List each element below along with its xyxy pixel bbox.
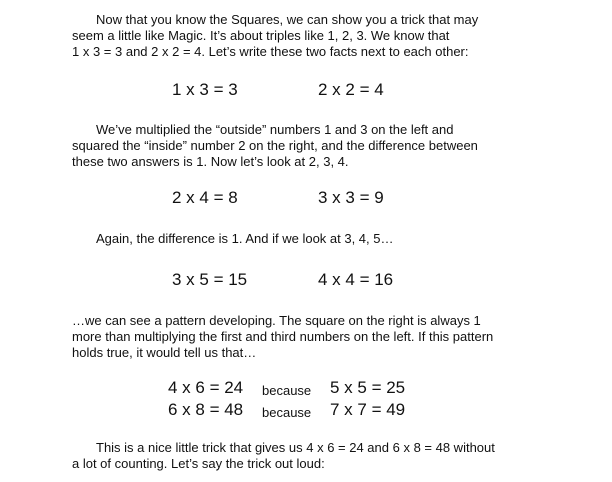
equation-left: 2 x 4 = 8: [172, 188, 238, 207]
explanation-paragraph: [72, 122, 542, 170]
text-line: Now that you know the Squares, we can show you a trick that may: [96, 12, 479, 27]
text-line: a lot of counting. Let’s say the trick out loud:: [72, 456, 325, 471]
equation-right: 5 x 5 = 25: [330, 378, 406, 397]
equation-left: 6 x 8 = 48: [168, 400, 244, 419]
text-line: holds true, it would tell us that…: [72, 345, 257, 360]
because-label: because: [262, 383, 312, 398]
text-line: This is a nice little trick that gives us 4 x 6 = 24 and 6 x 8 = 48 without: [96, 440, 495, 455]
equation-left: 3 x 5 = 15: [172, 270, 248, 289]
intro-paragraph: [72, 12, 542, 60]
text-line: …we can see a pattern developing. The square on the right is always 1: [72, 313, 481, 328]
equation-left: 1 x 3 = 3: [172, 80, 238, 99]
equation-right: 3 x 3 = 9: [318, 188, 384, 207]
text-line: Again, the difference is 1. And if we look at 3, 4, 5…: [96, 231, 394, 246]
text-line: squared the “inside” number 2 on the right, and the difference between: [72, 138, 478, 153]
equation-right: 2 x 2 = 4: [318, 80, 384, 99]
text-line: these two answers is 1. Now let’s look at 2, 3, 4.: [72, 154, 349, 169]
text-line: seem a little like Magic. It’s about triples like 1, 2, 3. We know that: [72, 28, 450, 43]
because-label: because: [262, 405, 312, 420]
text-line: more than multiplying the first and third numbers on the left. If this pattern: [72, 329, 494, 344]
transition-paragraph: [72, 231, 542, 247]
equation-left: 4 x 6 = 24: [168, 378, 244, 397]
equation-right: 7 x 7 = 49: [330, 400, 406, 419]
equation-right: 4 x 4 = 16: [318, 270, 394, 289]
text-line: 1 x 3 = 3 and 2 x 2 = 4. Let’s write these two facts next to each other:: [72, 44, 469, 59]
text-line: We’ve multiplied the “outside” numbers 1 and 3 on the left and: [96, 122, 454, 137]
closing-paragraph: [72, 440, 542, 472]
pattern-paragraph: [72, 313, 542, 361]
